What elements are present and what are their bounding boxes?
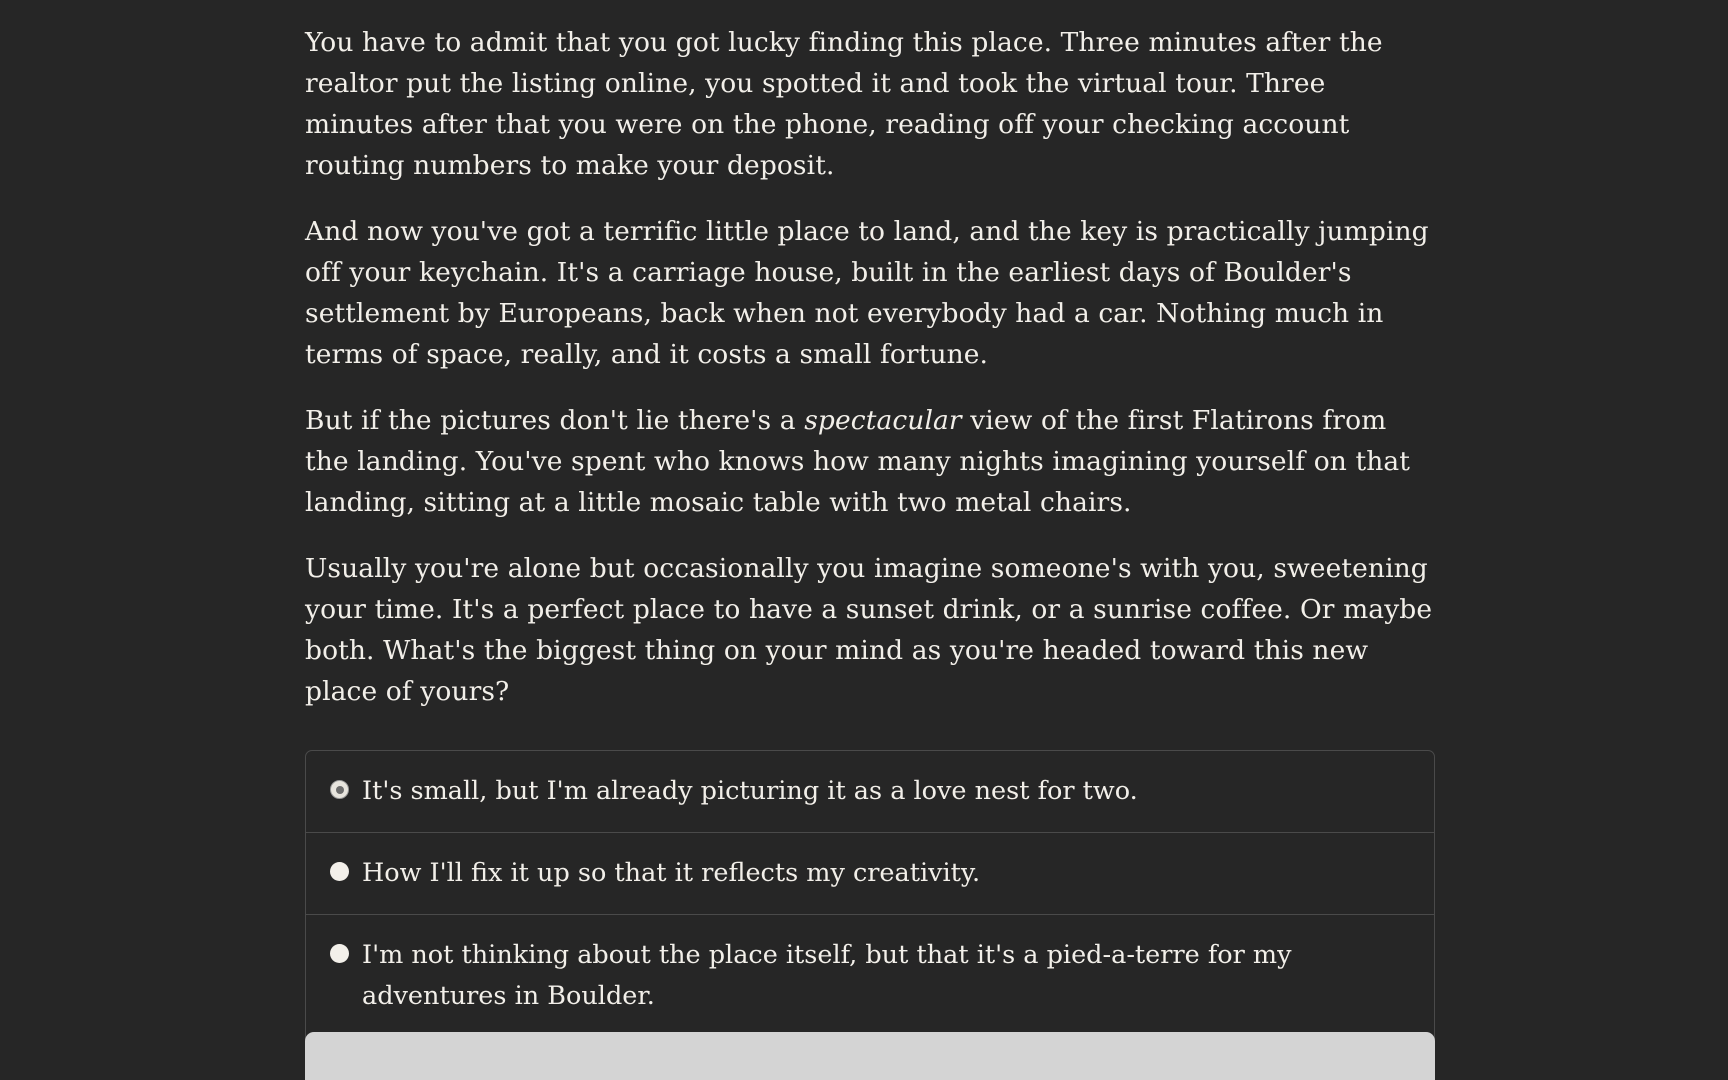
story-content: [305, 22, 1435, 1080]
bottom-action-bar[interactable]: [305, 1032, 1435, 1080]
paragraph-text-before: But if the pictures don't lie there's a: [305, 405, 805, 436]
story-paragraph-1: You have to admit that you got lucky finding this place. Three minutes after the realtor put the listing online, you spotted it and took the virtual tour. Three minutes after that you were on the phone, reading off your checking account routing numbers to make your deposit.: [305, 27, 1383, 181]
choice-label: I'm not thinking about the place itself, but that it's a pied-a-terre for my adventures in Boulder.: [362, 940, 1292, 1011]
paragraph-text-after: view of the first Flatirons from the landing. You've spent who knows how many nights imagining yourself on that landing, sitting at a little mosaic table with two metal chairs.: [305, 405, 1411, 518]
story-paragraph-4: Usually you're alone but occasionally you imagine someone's with you, sweetening your time. It's a perfect place to have a sunset drink, or a sunrise coffee. Or maybe both. What's the biggest thing on your mind as you're headed toward this new place of yours?: [305, 553, 1433, 707]
radio-button-icon[interactable]: [330, 862, 349, 881]
choice-option-1[interactable]: [306, 751, 1434, 833]
choice-list: [305, 750, 1435, 1080]
choice-label: How I'll fix it up so that it reflects my creativity.: [362, 858, 981, 888]
story-paragraph-2: And now you've got a terrific little place to land, and the key is practically jumping off your keychain. It's a carriage house, built in the earliest days of Boulder's settlement by Europeans, back when not everybody had a car. Nothing much in terms of space, really, and it costs a small fortune.: [305, 216, 1429, 370]
radio-button-icon[interactable]: [330, 780, 349, 799]
choice-label: It's small, but I'm already picturing it as a love nest for two.: [362, 776, 1138, 806]
emphasis-text: spectacular: [804, 405, 962, 436]
radio-button-icon[interactable]: [330, 944, 349, 963]
story-paragraph-3: [305, 400, 1435, 523]
choice-option-2[interactable]: [306, 833, 1434, 915]
choice-option-3[interactable]: [306, 915, 1434, 1038]
